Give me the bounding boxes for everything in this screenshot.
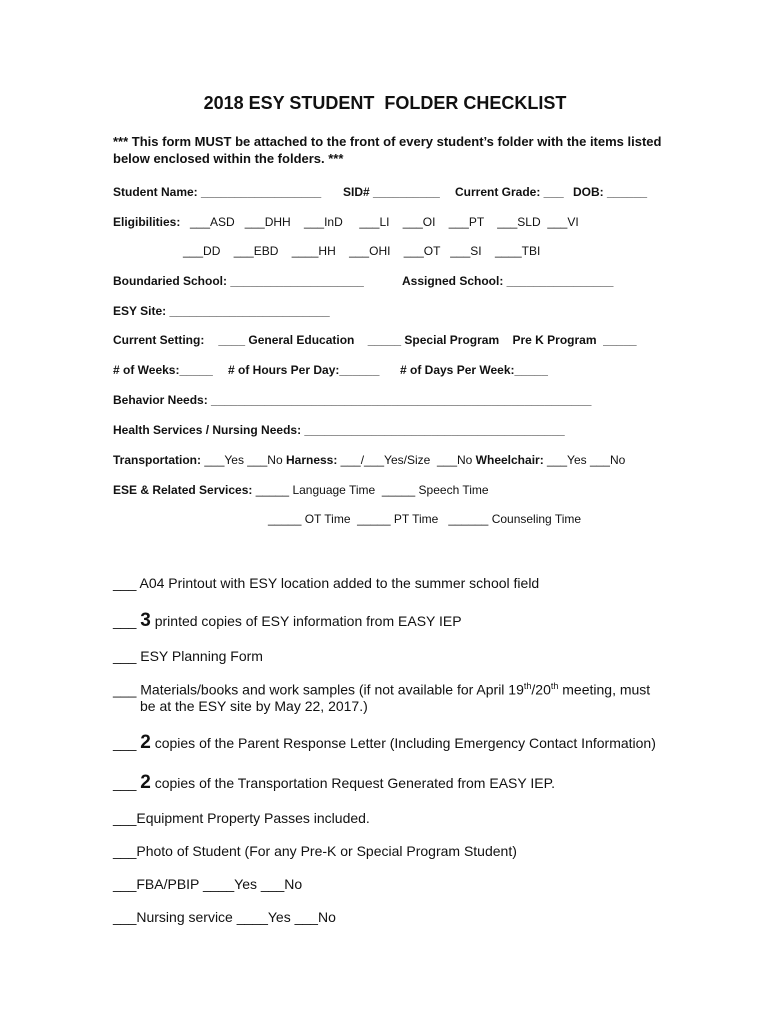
item-text: copies of the Parent Response Letter (Including Emergency Contact Information) <box>150 735 656 751</box>
behavior-field[interactable]: Behavior Needs: _________________________________________________________ <box>113 393 592 407</box>
item-planning-form[interactable]: ___ ESY Planning Form <box>113 648 263 664</box>
item-fba-pbip[interactable]: ___FBA/PBIP ____Yes ___No <box>113 876 303 892</box>
setting-options[interactable]: ____ General Education _____ Special Program Pre K Program _____ <box>215 333 637 347</box>
item-parent-letter[interactable] <box>113 732 656 754</box>
transportation-options[interactable]: ___Yes ___No <box>201 453 286 467</box>
item-text: printed copies of ESY information from EASY IEP <box>150 613 462 629</box>
grade-field[interactable]: Current Grade: ___ <box>455 185 564 199</box>
item-materials-line-2: be at the ESY site by May 22, 2017.) <box>140 698 368 714</box>
item-count: 2 <box>140 732 151 753</box>
item-blank: ___ <box>113 775 141 791</box>
assigned-school-field[interactable]: Assigned School: ________________ <box>402 274 614 288</box>
harness-options[interactable]: ___/___Yes/Size ___No <box>337 453 476 467</box>
item-blank: ___ <box>113 613 141 629</box>
item-transport-request[interactable] <box>113 772 555 794</box>
item-text: /20 <box>531 681 551 698</box>
item-materials[interactable] <box>113 681 650 698</box>
student-name-field[interactable]: Student Name: __________________ <box>113 185 322 199</box>
wheelchair-label: Wheelchair: <box>475 453 544 467</box>
page-title: 2018 ESY STUDENT FOLDER CHECKLIST <box>203 93 567 113</box>
ese-options-1[interactable]: _____ Language Time _____ Speech Time <box>252 483 489 497</box>
transportation-label: Transportation: <box>113 453 202 467</box>
item-a04[interactable]: ___ A04 Printout with ESY location added to the summer school field <box>113 575 540 591</box>
dob-field[interactable]: DOB: ______ <box>573 185 648 199</box>
item-text: meeting, must <box>558 681 651 698</box>
ese-label: ESE & Related Services: <box>113 483 253 497</box>
item-esy-copies[interactable] <box>113 610 462 632</box>
instruction-note: *** This form MUST be attached to the front of every student’s folder with the items listed below enclosed within the folders. *** <box>113 134 662 166</box>
transportation-row <box>113 453 625 467</box>
item-photo[interactable]: ___Photo of Student (For any Pre-K or Special Program Student) <box>113 843 517 859</box>
ese-row-1 <box>113 483 489 497</box>
item-count: 3 <box>140 610 151 631</box>
item-text: ___ Materials/books and work samples (if not available for April 19 <box>113 681 524 698</box>
weeks-field[interactable]: # of Weeks:_____ <box>113 363 213 377</box>
item-blank: ___ <box>113 735 141 751</box>
health-field[interactable]: Health Services / Nursing Needs: _______________________________________ <box>113 423 565 437</box>
item-superscript: th <box>550 681 559 691</box>
esy-site-field[interactable]: ESY Site: ________________________ <box>113 304 330 318</box>
setting-label: Current Setting: <box>113 333 205 347</box>
item-text: copies of the Transportation Request Generated from EASY IEP. <box>150 775 555 791</box>
eligibilities-row-2[interactable]: ___DD ___EBD ____HH ___OHI ___OT ___SI ____TBI <box>183 244 541 258</box>
harness-label: Harness: <box>285 453 338 467</box>
eligibilities-label: Eligibilities: <box>113 215 181 229</box>
sid-field[interactable]: SID# __________ <box>343 185 440 199</box>
item-count: 2 <box>140 772 151 793</box>
days-field[interactable]: # of Days Per Week:_____ <box>400 363 548 377</box>
eligibilities-row-1[interactable]: ___ASD ___DHH ___InD ___LI ___OI ___PT ___SLD ___VI <box>190 215 579 229</box>
hours-field[interactable]: # of Hours Per Day:______ <box>228 363 380 377</box>
wheelchair-options[interactable]: ___Yes ___No <box>543 453 626 467</box>
boundaried-school-field[interactable]: Boundaried School: ____________________ <box>113 274 364 288</box>
item-nursing-service[interactable]: ___Nursing service ____Yes ___No <box>113 909 336 925</box>
ese-row-2[interactable]: _____ OT Time _____ PT Time ______ Counseling Time <box>268 512 582 526</box>
item-equipment-passes[interactable]: ___Equipment Property Passes included. <box>113 810 370 826</box>
item-superscript: th <box>523 681 532 691</box>
